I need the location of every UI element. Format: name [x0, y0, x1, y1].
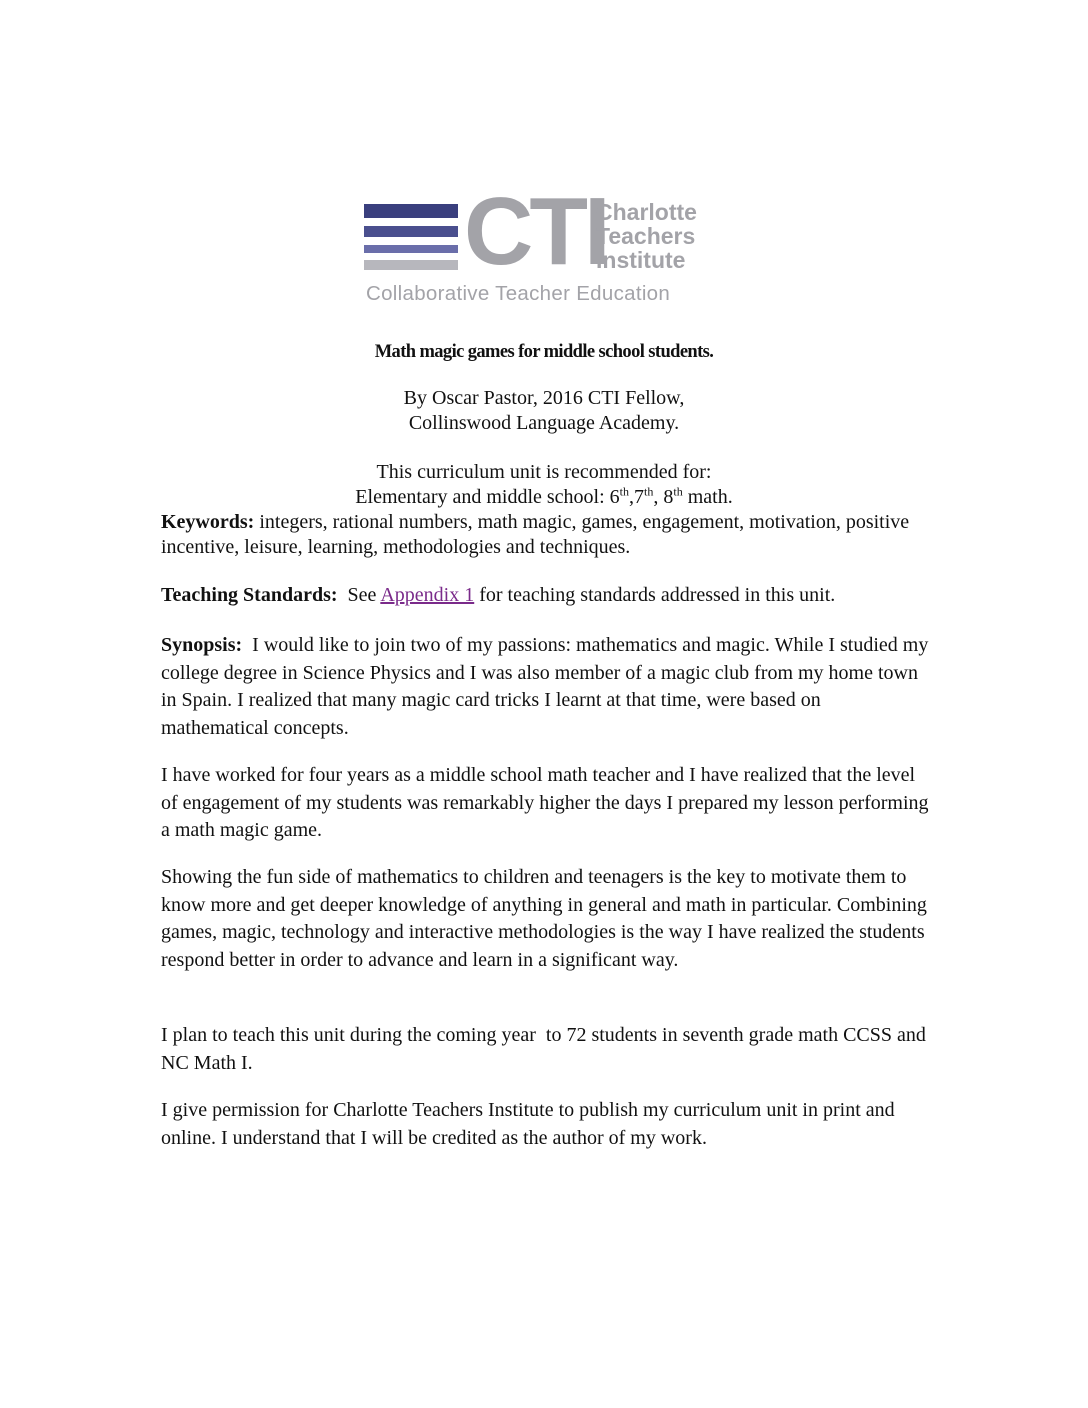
paragraph-plan-text: I plan to teach this unit during the coming year to 72 students in seventh grade math CCSS and NC Math I. [161, 1024, 931, 1074]
grades-suffix: math. [682, 486, 733, 508]
appendix-1-link[interactable]: Appendix 1 [380, 584, 475, 606]
logo-tagline: Collaborative Teacher Education [366, 282, 671, 305]
paragraph-motivation-text: Showing the fun side of mathematics to children and teenagers is the key to motivate them to know more and get deeper knowledge of anything in general and math in particular. Combining games, magic, technology and interactive methodologies is the way I have realized the students respond better in order to advance and learn in a significant way. [161, 866, 927, 971]
standards-post-link: for teaching standards addressed in this unit. [474, 584, 836, 606]
logo-stripe-3 [364, 245, 458, 253]
grades-line [0, 485, 1088, 510]
keywords-text: integers, rational numbers, math magic, games, engagement, motivation, positive incentive, leisure, learning, methodologies and techniques. [161, 511, 910, 558]
logo-name-line-3: Institute [596, 247, 686, 273]
logo-acronym: CTI [464, 178, 607, 285]
grade-3-suffix: th [673, 484, 683, 499]
cti-logo [364, 178, 724, 310]
paragraph-experience-text: I have worked for four years as a middle school math teacher and I have realized that the level of engagement of my students was remarkably higher the days I prepared my lesson performing a math magic game. [161, 764, 929, 842]
standards-pre-link: See [337, 584, 381, 606]
author-line: By Oscar Pastor, 2016 CTI Fellow, [403, 387, 685, 409]
grade-2-suffix: th [644, 484, 654, 499]
logo-stripe-2 [364, 226, 458, 237]
logo-stripe-4 [364, 260, 458, 270]
paragraph-motivation [161, 864, 931, 974]
grade-3: , 8 [653, 486, 674, 508]
synopsis-text: I would like to join two of my passions: mathematics and magic. While I studied my college degree in Science Physics and I was also member of a magic club from my home town in Spain. I realized that many magic card tricks I learnt at that time, were based on mathematical concepts. [161, 634, 934, 739]
grades-prefix: Elementary and middle school: 6 [355, 486, 620, 508]
paragraph-plan [161, 1022, 931, 1077]
grade-2: ,7 [629, 486, 645, 508]
recommended-line: This curriculum unit is recommended for: [376, 461, 712, 483]
school-line: Collinswood Language Academy. [408, 412, 680, 434]
standards-section [161, 582, 931, 610]
grade-1-suffix: th [619, 484, 630, 499]
logo-name-line-2: Teachers [596, 223, 696, 249]
standards-label: Teaching Standards: [161, 584, 338, 606]
recommendation [0, 460, 1088, 510]
paragraph-permission [161, 1097, 931, 1152]
logo-stripe-1 [364, 204, 458, 218]
keywords-label: Keywords: [161, 511, 255, 533]
byline [0, 386, 1088, 436]
paragraph-permission-text: I give permission for Charlotte Teachers Institute to publish my curriculum unit in print and online. I understand that I will be credited as the author of my work. [161, 1099, 895, 1149]
synopsis-label: Synopsis: [161, 634, 243, 656]
document-title: Math magic games for middle school students. [374, 342, 714, 362]
keywords-section [161, 510, 931, 560]
logo-institute-name [596, 200, 697, 272]
paragraph-experience [161, 762, 931, 845]
logo-name-line-1: Charlotte [596, 199, 697, 225]
synopsis-section [161, 632, 934, 742]
